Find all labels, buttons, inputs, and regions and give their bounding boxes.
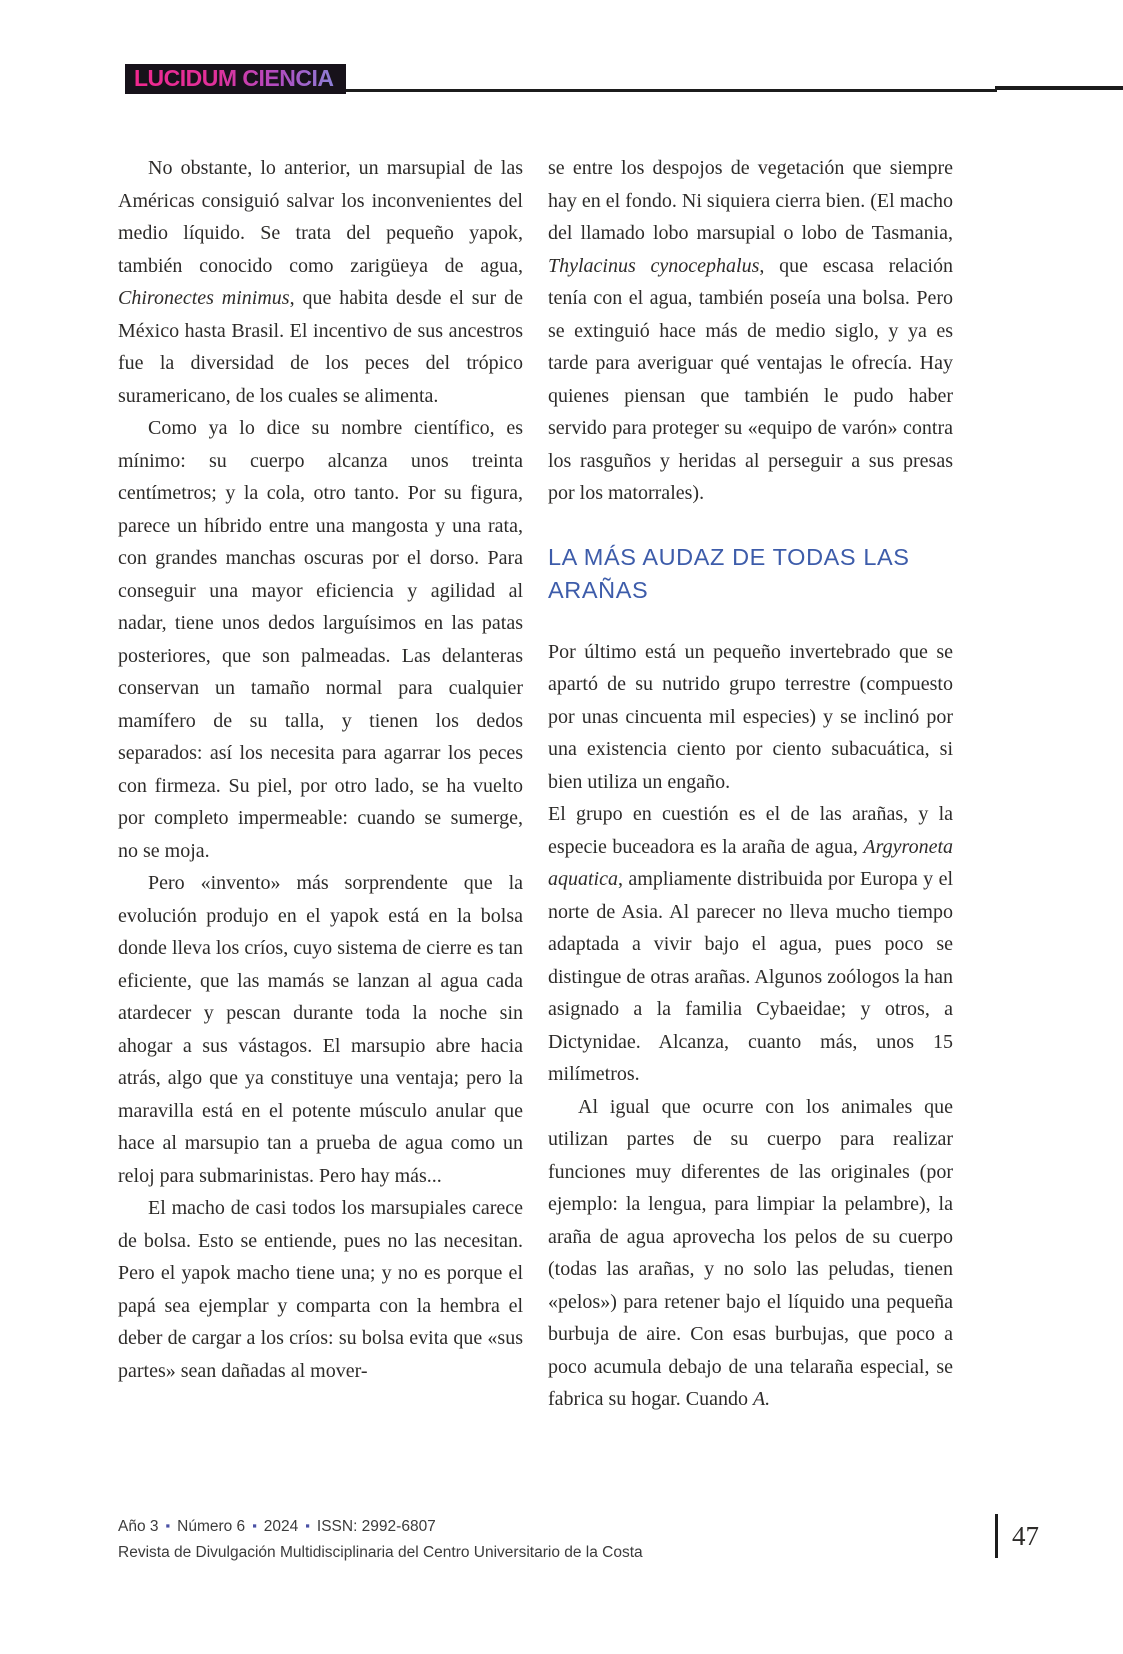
paragraph: El grupo en cuestión es el de las arañas, y la especie buceadora es la araña de agua, Argyroneta aquatica, ampliamente distribuida por Europa y el norte de Asia. Al parecer no lleva mucho tiempo adaptada a vivir bajo el agua, pues poco se distingue de otras arañas. Algunos zoólogos la han asignado a la familia Cybaeidae; y otros, a Dictynidae. Alcanza, cuanto más, unos 15 milímetros.: [548, 803, 953, 1085]
bullet-separator: ▪: [305, 1518, 310, 1533]
paragraph: El macho de casi todos los marsupiales carece de bolsa. Esto se entiende, pues no las necesitan. Pero el yapok macho tiene una; y no es porque el papá sea ejemplar y comparta con la hembra el deber de cargar a los críos: su bolsa evita que «sus partes» sean dañadas al mover-: [118, 1197, 523, 1382]
bullet-separator: ▪: [252, 1518, 257, 1533]
issn: ISSN: 2992-6807: [316, 1518, 436, 1535]
brand-logo-text: LUCIDUM CIENCIA: [134, 65, 334, 91]
issue-date: 2024: [263, 1518, 299, 1535]
issue-meta-line: [118, 1513, 643, 1540]
paragraph: se entre los despojos de vegetación que siempre hay en el fondo. Ni siquiera cierra bien. (El macho del llamado lobo marsupial o lobo de Tasmania, Thylacinus cynocephalus, que escasa relación tenía con el agua, también poseía una bolsa. Pero se extinguió hace más de medio siglo, y ya es tarde para averiguar qué ventajas le ofrecía. Hay quienes piensan que también le pudo haber servido para proteger su «equipo de varón» contra los rasguños y heridas al perseguir a sus presas por los matorrales).: [548, 157, 953, 504]
paragraph: Por último está un pequeño invertebrado que se apartó de su nutrido grupo terrestre (compuesto por unas cincuenta mil especies) y se inclinó por una existencia ciento por ciento subacuática, si bien utiliza un engaño.: [548, 640, 953, 793]
article-body: [118, 152, 954, 1416]
paragraph: Pero «invento» más sorprendente que la evolución produjo en el yapok está en la bolsa donde lleva los críos, cuyo sistema de cierre es tan eficiente, que las mamás se lanzan al agua cada atardecer y pescan durante toda la noche sin ahogar a sus vástagos. El marsupio abre hacia atrás, algo que ya constituye una ventaja; pero la maravilla está en el potente músculo anular que hace al marsupio tan a prueba de agua como un reloj para submarinistas. Pero hay más...: [118, 872, 523, 1187]
issue-year: Año 3: [118, 1518, 159, 1535]
journal-name: Revista de Divulgación Multidisciplinaria del Centro Universitario de la Costa: [118, 1544, 643, 1561]
page-number-block: [995, 1514, 1039, 1558]
right-column: [548, 152, 953, 1416]
brand-logo: [125, 64, 346, 94]
page-number-rule: [995, 1514, 998, 1558]
page-footer: [118, 1513, 643, 1566]
left-column: [118, 152, 523, 1416]
bullet-separator: ▪: [165, 1518, 171, 1533]
header-rule-right: [995, 86, 1123, 90]
paragraph: No obstante, lo anterior, un marsupial de las Américas consiguió salvar los inconvenientes del medio líquido. Se trata del pequeño yapok, también conocido como zarigüeya de agua, Chironectes minimus, que habita desde el sur de México hasta Brasil. El incentivo de sus ancestros fue la diversidad de los peces del trópico suramericano, de los cuales se alimenta.: [118, 157, 523, 407]
paragraph: Al igual que ocurre con los animales que utilizan partes de su cuerpo para realizar funciones muy diferentes de las originales (por ejemplo: la lengua, para limpiar la pelambre), la araña de agua aprovecha los pelos de su cuerpo (todas las arañas, y no solo las peludas, tienen «pelos») para retener bajo el líquido una pequeña burbuja de aire. Con esas burbujas, que poco a poco acumula debajo de una telaraña especial, se fabrica su hogar. Cuando A.: [548, 1095, 953, 1410]
page-number: 47: [1012, 1520, 1039, 1551]
section-heading: LA MÁS AUDAZ DE TODAS LAS ARAÑAS: [548, 543, 910, 603]
paragraph: Como ya lo dice su nombre científico, es mínimo: su cuerpo alcanza unos treinta centímetros; y la cola, otro tanto. Por su figura, parece un híbrido entre una mangosta y una rata, con grandes manchas oscuras por el dorso. Para conseguir una mayor eficiencia y agilidad al nadar, tiene unos dedos larguísimos en las patas posteriores, que son palmeadas. Las delanteras conservan un tamaño normal para cualquier mamífero de su talla, y tienen los dedos separados: así los necesita para agarrar los peces con firmeza. Su piel, por otro lado, se ha vuelto por completo impermeable: cuando se sumerge, no se moja.: [118, 417, 523, 862]
issue-number: Número 6: [177, 1518, 246, 1535]
